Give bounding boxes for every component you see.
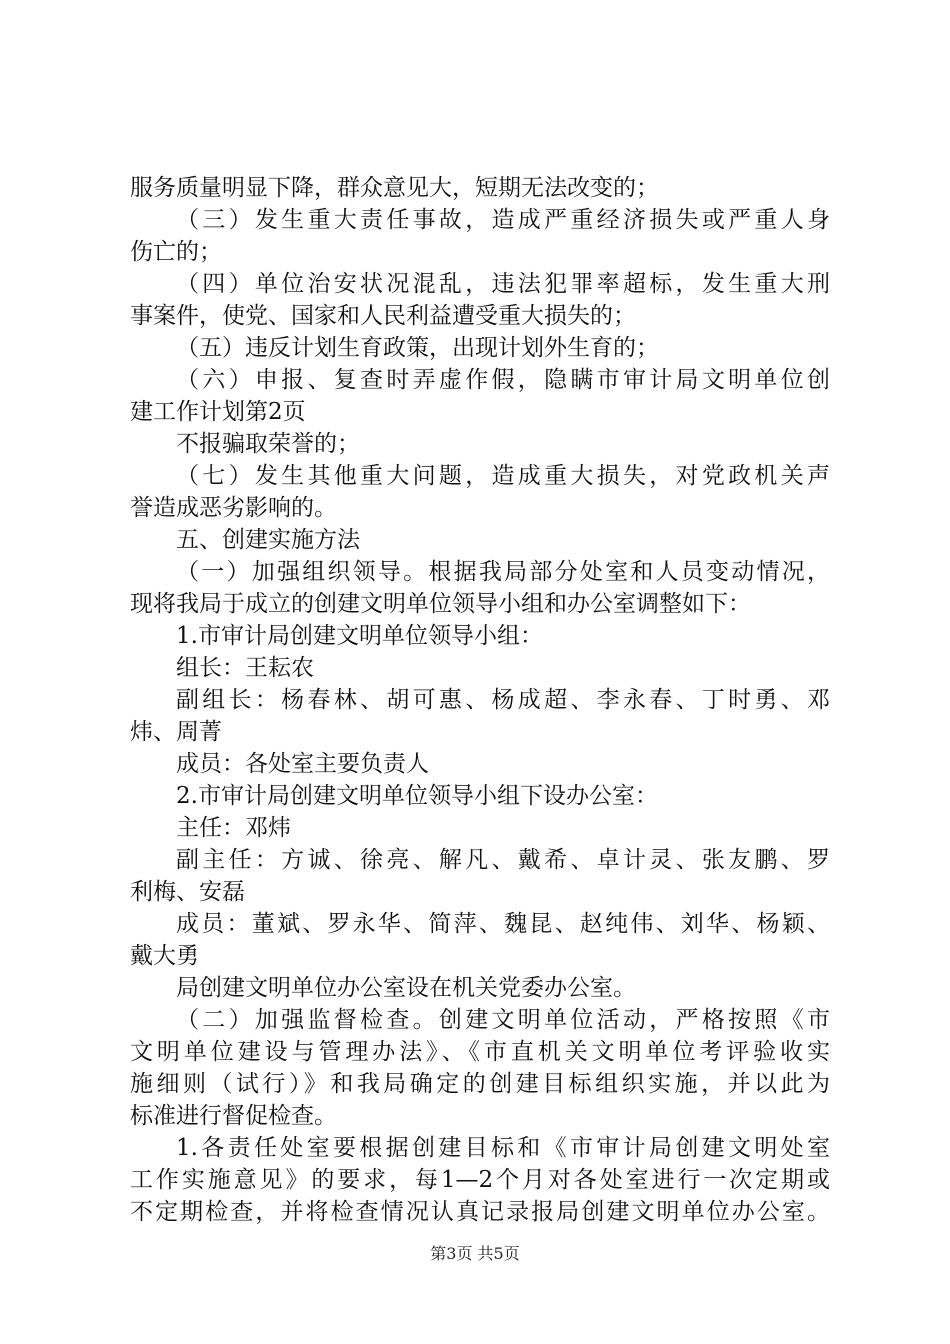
text-line: 利梅、安磊 <box>130 879 245 905</box>
text-line: 服务质量明显下降，群众意见大，短期无法改变的； <box>130 175 659 201</box>
text-line: 誉造成恶劣影响的。 <box>130 495 337 521</box>
text-line: 2.市审计局创建文明单位领导小组下设办公室： <box>176 783 658 809</box>
text-line: 副主任：方诚、徐亮、解凡、戴希、卓计灵、张友鹏、罗 <box>176 847 830 873</box>
document-body <box>130 172 830 1228</box>
text-line: 成员：董斌、罗永华、简萍、魏昆、赵纯伟、刘华、杨颖、 <box>176 911 830 937</box>
text-line: 建工作计划第2页 <box>130 399 306 425</box>
text-line: （一）加强组织领导。根据我局部分处室和人员变动情况， <box>176 559 830 585</box>
text-line: 伤亡的； <box>130 239 222 265</box>
text-line: 施细则（试行）》和我局确定的创建目标组织实施，并以此为 <box>130 1071 830 1097</box>
text-line: 文明单位建设与管理办法》、《市直机关文明单位考评验收实 <box>130 1039 830 1065</box>
text-line: 戴大勇 <box>130 943 199 969</box>
text-line: 炜、周菁 <box>130 719 222 745</box>
text-line: 不报骗取荣誉的； <box>176 431 360 457</box>
text-line: （四）单位治安状况混乱，违法犯罪率超标，发生重大刑 <box>176 271 830 297</box>
text-line: （二）加强监督检查。创建文明单位活动，严格按照《市 <box>176 1007 830 1033</box>
text-line: 不定期检查，并将检查情况认真记录报局创建文明单位办公室。 <box>130 1199 830 1225</box>
text-line: 事案件，使党、国家和人民利益遭受重大损失的； <box>130 303 636 329</box>
text-line: 局创建文明单位办公室设在机关党委办公室。 <box>176 975 636 1001</box>
text-line: 现将我局于成立的创建文明单位领导小组和办公室调整如下： <box>130 591 751 617</box>
text-line: 标准进行督促检查。 <box>130 1103 337 1129</box>
text-line: 组长：王耘农 <box>176 655 314 681</box>
page-footer: 第3页 共5页 <box>430 1244 520 1263</box>
text-line: （五）违反计划生育政策，出现计划外生育的； <box>176 335 659 361</box>
text-line: （六）申报、复查时弄虚作假，隐瞒市审计局文明单位创 <box>176 367 830 393</box>
text-line: 副组长：杨春林、胡可惠、杨成超、李永春、丁时勇、邓 <box>176 687 830 713</box>
text-line: （三）发生重大责任事故，造成严重经济损失或严重人身 <box>176 207 830 233</box>
text-line: 1.市审计局创建文明单位领导小组： <box>176 623 543 649</box>
text-line: 五、创建实施方法 <box>176 527 360 553</box>
text-line: 工作实施意见》的要求，每1—2个月对各处室进行一次定期或 <box>130 1167 830 1193</box>
text-line: 主任：邓炜 <box>176 815 291 841</box>
text-line: 成员：各处室主要负责人 <box>176 751 429 777</box>
text-line: （七）发生其他重大问题，造成重大损失，对党政机关声 <box>176 463 830 489</box>
text-line: 1.各责任处室要根据创建目标和《市审计局创建文明处室 <box>176 1135 830 1161</box>
